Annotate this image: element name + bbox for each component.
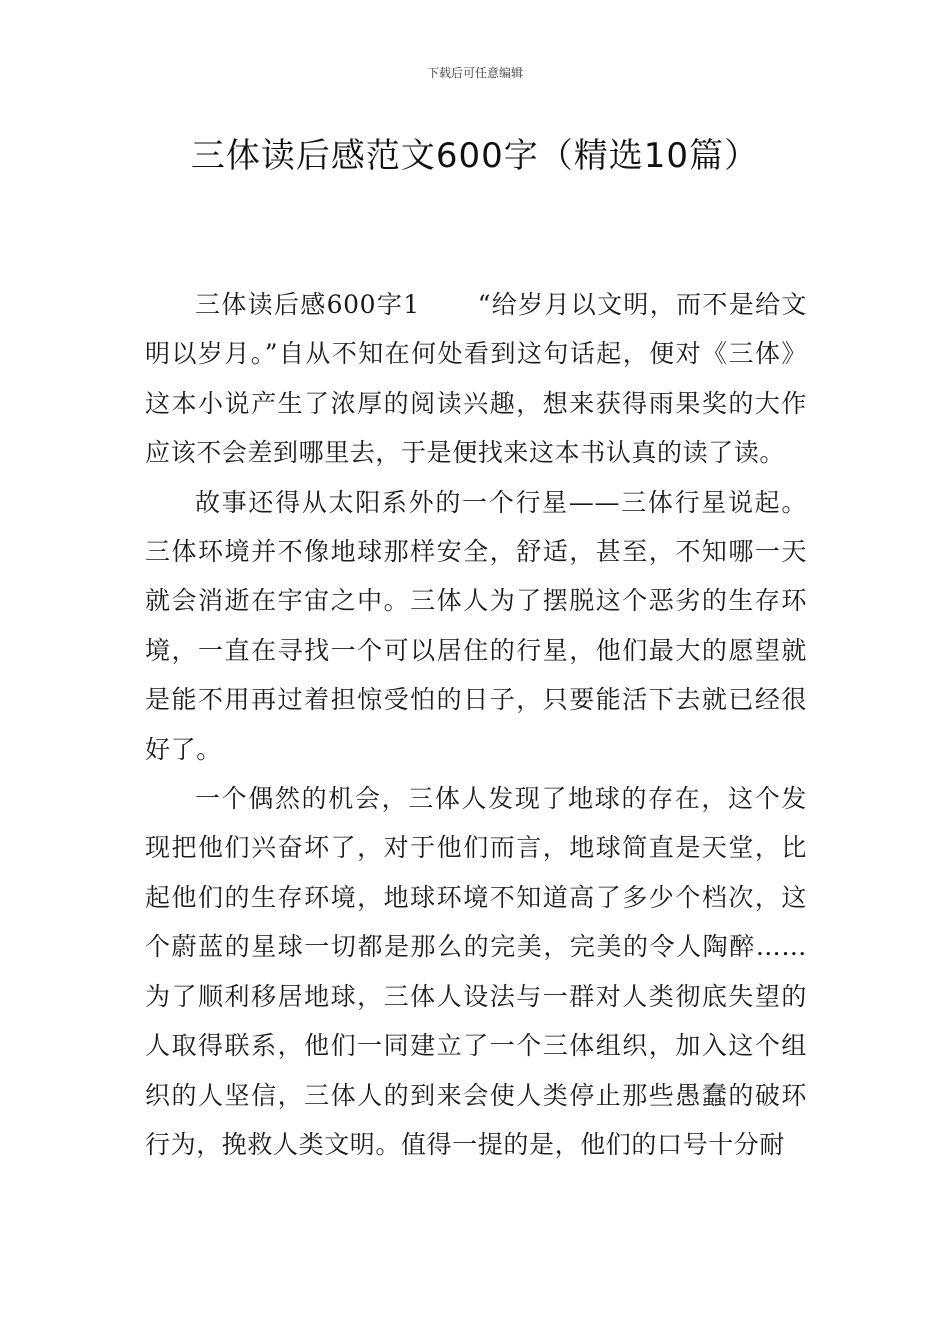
document-body [145, 280, 807, 1169]
paragraph-2: 故事还得从太阳系外的一个行星——三体行星说起。三体环境并不像地球那样安全，舒适，甚至，不知哪一天就会消逝在宇宙之中。三体人为了摆脱这个恶劣的生存环境，一直在寻找一个可以居住的行星，他们最大的愿望就是能不用再过着担惊受怕的日子，只要能活下去就已经很好了。 [145, 487, 807, 764]
section-heading: 三体读后感600字1 [195, 290, 420, 319]
paragraph-3: 一个偶然的机会，三体人发现了地球的存在，这个发现把他们兴奋坏了，对于他们而言，地球简直是天堂，比起他们的生存环境，地球环境不知道高了多少个档次，这个蔚蓝的星球一切都是那么的完美，完美的令人陶醉……为了顺利移居地球，三体人设法与一群对人类彻底失望的人取得联系，他们一同建立了一个三体组织，加入这个组织的人坚信，三体人的到来会使人类停止那些愚蠢的破环行为，挽救人类文明。值得一提的是，他们的口号十分耐 [145, 784, 807, 1159]
document-title: 三体读后感范文600字（精选10篇） [190, 136, 760, 176]
paragraph-1 [145, 280, 807, 478]
paragraph-1-text: “给岁月以文明，而不是给文明以岁月。”自从不知在何处看到这句话起，便对《三体》这本小说产生了浓厚的阅读兴趣，想来获得雨果奖的大作应该不会差到哪里去，于是便找来这本书认真的读了读。 [145, 290, 807, 468]
header-note: 下载后可任意编辑 [426, 66, 523, 80]
